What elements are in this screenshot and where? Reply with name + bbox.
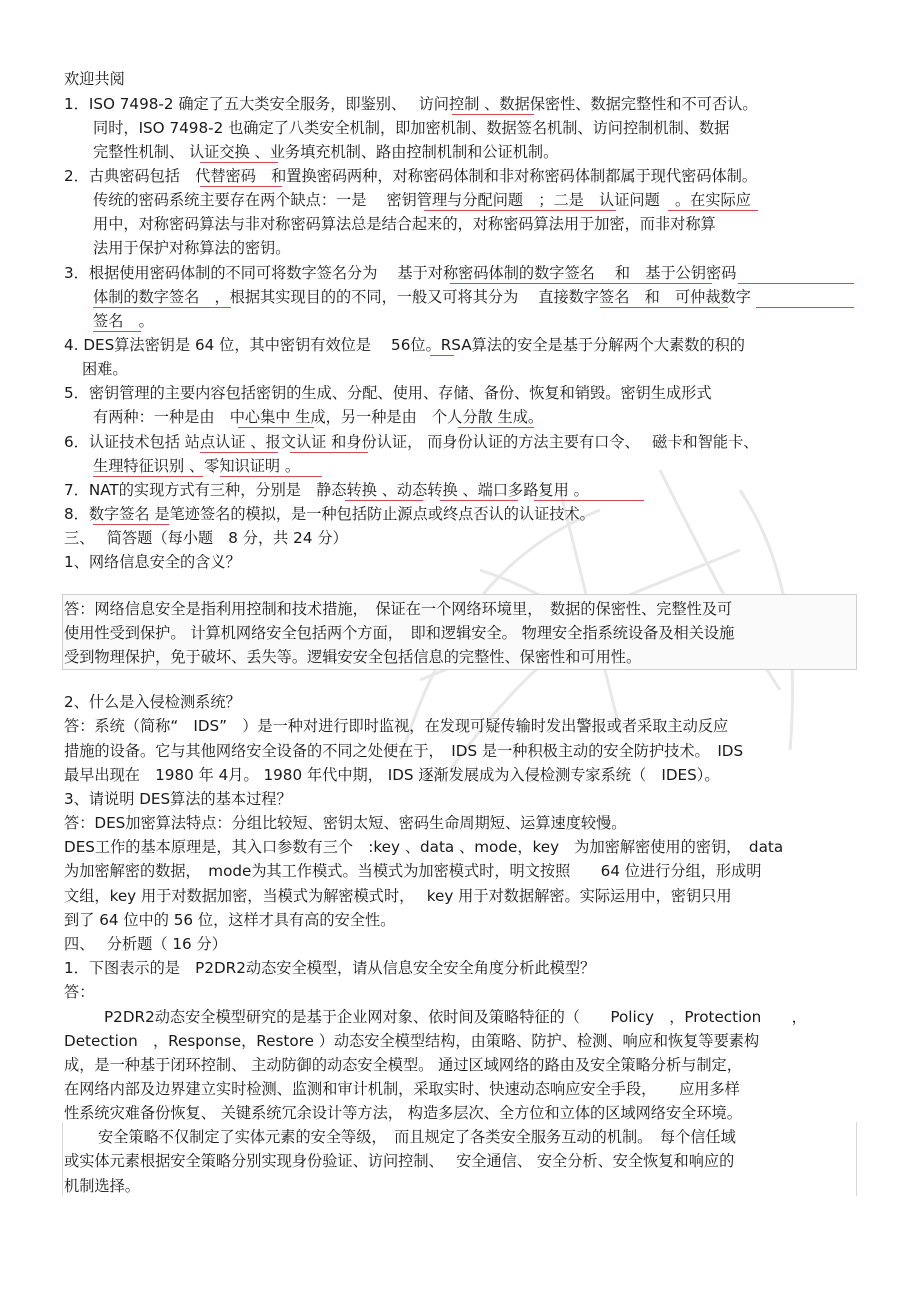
q1-line-1: 1．ISO 7498-2 确定了五大类安全服务，即鉴别、 访问控制 、数据保密性、数据完整性和不可否认。 <box>64 95 758 113</box>
q5-line-2: 有两种：一种是由 中心集中 生成，另一种是由 个人分散 生成。 <box>93 408 544 426</box>
q3-line-2: 体制的数字签名 ，根据其实现目的的不同，一般又可将其分为 直接数字签名 和 可仲裁数字 <box>93 288 751 306</box>
s3-question-3: 3、请说明 DES算法的基本过程？ <box>64 790 292 808</box>
blank-underline <box>756 307 854 308</box>
blank-underline <box>458 427 534 428</box>
s4-answer-line-8: 机制选择。 <box>64 1177 140 1195</box>
blank-underline <box>93 476 203 477</box>
q1-line-3: 完整性机制、 认证交换 、业务填充机制、路由控制机制和公证机制。 <box>93 143 559 161</box>
s4-answer-line-1: P2DR2动态安全模型研究的是基于企业网对象、依时间及策略特征的（ Policy ，Protection ， <box>104 1008 807 1026</box>
blank-underline <box>200 452 278 453</box>
q5-line-1: 5．密钥管理的主要内容包括密钥的生成、分配、使用、存储、备份、恢复和销毁。密钥生成形式 <box>64 384 712 402</box>
blank-underline <box>424 210 616 211</box>
s3-question-1: 1、网络信息安全的含义？ <box>64 553 241 571</box>
s4-answer-line-3: 成，是一种基于闭环控制、 主动防御的动态安全模型。 通过区域网络的路由及安全策略分析与制定， <box>64 1056 742 1074</box>
q8-line: 8．数字签名 是笔迹签名的模拟，是一种包括防止源点或终点否认的认证技术。 <box>64 505 595 523</box>
blank-underline <box>238 427 314 428</box>
blank-underline <box>452 114 534 115</box>
s3-answer-3-line-5: 到了 64 位中的 56 位，这样才具有高的安全性。 <box>64 911 396 929</box>
q2-line-3: 用中，对称密码算法与非对称密码算法总是结合起来的，对称密码算法用于加密，而非对称算 <box>93 215 716 233</box>
s4-question-1: 1．下图表示的是 P2DR2动态安全模型，请从信息安全安全角度分析此模型？ <box>64 959 596 977</box>
q2-line-4: 法用于保护对称算法的密钥。 <box>93 239 291 257</box>
doc-header: 欢迎共阅 <box>64 70 125 88</box>
s3-question-2: 2、什么是入侵检测系统？ <box>64 693 241 711</box>
q4-line-2: 困难。 <box>82 360 128 378</box>
q1-line-2: 同时，ISO 7498-2 也确定了八类安全机制，即加密机制、数据签名机制、访问控制机制、数据 <box>93 119 730 137</box>
q7-line: 7．NAT的实现方式有三种，分别是 静态转换 、动态转换 、端口多路复用 。 <box>64 481 589 499</box>
q4-line-1: 4. DES算法密钥是 64 位，其中密钥有效位是 56位。RSA算法的安全是基于分解两个大素数的积的 <box>64 336 745 354</box>
blank-underline <box>345 500 423 501</box>
q6-line-2: 生理特征识别 、零知识证明 。 <box>93 457 301 475</box>
blank-underline <box>534 500 644 501</box>
s3-answer-3-line-3: 为加密解密的数据， mode为其工作模式。当模式为加密模式时，明文按照 64 位进行分组，形成明 <box>64 862 762 880</box>
blank-underline <box>93 307 231 308</box>
q6-line-1: 6．认证技术包括 站点认证 、报文认证 和身份认证， 而身份认证的方法主要有口令、 磁卡和智能卡、 <box>64 433 759 451</box>
s3-answer-1-line-3: 受到物理保护，免于破坏、丢失等。逻辑安安全包括信息的完整性、保密性和可用性。 <box>64 648 642 666</box>
section-3-heading: 三、 简答题（每小题 8 分，共 24 分） <box>64 529 348 547</box>
blank-underline <box>668 210 758 211</box>
s3-answer-3-line-4: 文组，key 用于对数据加密，当模式为解密模式时， key 用于对数据解密。实际运用中，密钥只用 <box>64 887 732 905</box>
q3-line-3: 签名 。 <box>93 312 154 330</box>
blank-underline <box>450 283 712 284</box>
blank-underline <box>738 283 854 284</box>
blank-underline <box>200 162 278 163</box>
blank-underline <box>220 476 322 477</box>
s3-answer-2-line-2: 措施的设备。它与其他网络安全设备的不同之处便在于， IDS 是一种积极主动的安全防护技术。 IDS <box>64 742 744 760</box>
s3-answer-1-line-1: 答：网络信息安全是指利用控制和技术措施， 保证在一个网络环境里， 数据的保密性、完整性及可 <box>64 600 733 618</box>
s3-answer-2-line-1: 答：系统（简称“ IDS” ）是一种对进行即时监视，在发现可疑传输时发出警报或者采取主动反应 <box>64 717 729 735</box>
s3-answer-2-line-3: 最早出现在 1980 年 4月。 1980 年代中期， IDS 逐渐发展成为入侵检测专家系统（ IDES）。 <box>64 766 720 784</box>
blank-underline <box>290 452 368 453</box>
s4-answer-line-6: 安全策略不仅制定了实体元素的安全等级， 而且规定了各类安全服务互动的机制。 每个信任域 <box>98 1128 736 1146</box>
s4-answer-line-7: 或实体元素根据安全策略分别实现身份验证、访问控制、 安全通信、 安全分析、安全恢复和响应的 <box>64 1152 735 1170</box>
blank-underline <box>440 500 518 501</box>
s4-answer-line-5: 性系统灾难备份恢复、 关键系统冗余设计等方法， 构造多层次、全方位和立体的区域网络安全环境。 <box>64 1104 742 1122</box>
blank-underline <box>200 186 282 187</box>
blank-underline <box>93 331 141 332</box>
blank-underline <box>430 355 454 356</box>
blank-underline <box>93 524 169 525</box>
s4-answer-line-4: 在网络内部及边界建立实时检测、监测和审计机制，采取实时、快速动态响应安全手段， 应用多样 <box>64 1080 740 1098</box>
s3-answer-1-line-2: 使用性受到保护。 计算机网络安全包括两个方面， 即和逻辑安全。 物理安全指系统设备及相关设施 <box>64 624 735 642</box>
q2-line-1: 2．古典密码包括 代替密码 和置换密码两种，对称密码体制和非对称密码体制都属于现代密码体制。 <box>64 167 758 185</box>
blank-underline <box>600 307 728 308</box>
s4-answer-line-2: Detection ，Response，Restore ）动态安全模型结构，由策略、防护、检测、响应和恢复等要素构 <box>64 1032 760 1050</box>
s4-answer-label: 答： <box>64 983 95 1001</box>
q2-line-2: 传统的密码系统主要存在两个缺点：一是 密钥管理与分配问题 ；二是 认证问题 。在实际应 <box>93 191 751 209</box>
s3-answer-3-line-1: 答：DES加密算法特点：分组比较短、密钥太短、密码生命周期短、运算速度较慢。 <box>64 814 627 832</box>
s3-answer-3-line-2: DES工作的基本原理是，其入口参数有三个 :key 、data 、mode，key 为加密解密使用的密钥， data <box>64 838 784 856</box>
section-4-heading: 四、 分析题（ 16 分） <box>64 935 227 953</box>
q3-line-1: 3．根据使用密码体制的不同可将数字签名分为 基于对称密码体制的数字签名 和 基于公钥密码 <box>64 264 737 282</box>
